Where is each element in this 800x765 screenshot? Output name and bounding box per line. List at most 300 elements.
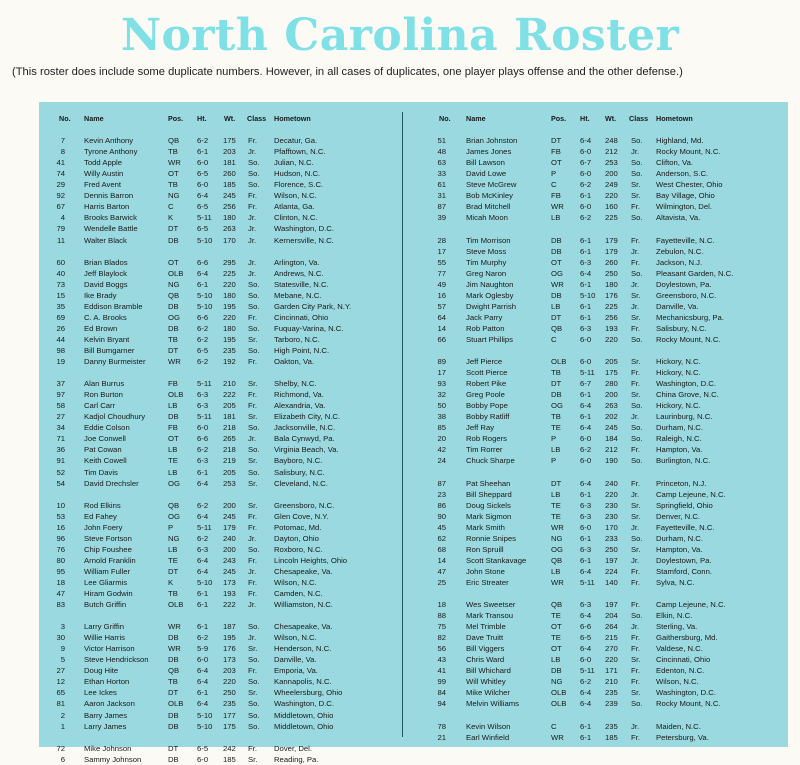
player-name: David Boggs (84, 279, 128, 289)
player-class: Fr. (631, 644, 640, 654)
player-position: OT (551, 257, 562, 267)
player-number: 35 (56, 301, 65, 311)
player-class: So. (248, 345, 260, 355)
player-row (40, 235, 400, 246)
player-class: So. (631, 169, 643, 179)
player-name: Robert Pike (466, 379, 507, 389)
player-name: Rob Rogers (466, 434, 508, 444)
player-height: 6-3 (197, 544, 209, 554)
player-weight: 263 (223, 224, 236, 234)
player-position: OT (551, 622, 562, 632)
player-height: 6-4 (197, 511, 209, 521)
player-name: Mike Johnson (84, 743, 132, 753)
player-height: 5-10 (197, 577, 213, 587)
player-weight: 197 (605, 555, 618, 565)
player-number: 79 (56, 224, 65, 234)
player-name: Rob Patton (466, 323, 505, 333)
player-hometown: Petersburg, Va. (656, 732, 709, 742)
player-hometown: Wilson, N.C. (274, 633, 317, 643)
player-class: Fr. (631, 566, 640, 576)
player-number: 68 (437, 544, 446, 554)
player-row (40, 201, 400, 212)
player-height: 6-4 (197, 268, 209, 278)
player-weight: 235 (223, 699, 236, 709)
player-height: 5-10 (197, 235, 213, 245)
player-name: Kelvin Bryant (84, 334, 130, 344)
player-number: 27 (56, 666, 65, 676)
player-number: 16 (437, 290, 446, 300)
player-height: 6-1 (580, 301, 592, 311)
player-height: 6-1 (580, 312, 592, 322)
player-hometown: Doylestown, Pa. (656, 279, 712, 289)
player-class: Fr. (631, 478, 640, 488)
player-position: NG (551, 533, 563, 543)
player-height: 6-3 (197, 456, 209, 466)
player-class: Jr. (248, 533, 257, 543)
player-name: David Drechsler (84, 478, 139, 488)
player-number: 87 (437, 478, 446, 488)
row-group-gap (40, 489, 400, 500)
player-class: Fr. (248, 511, 257, 521)
player-row (405, 334, 787, 345)
player-row (405, 478, 787, 489)
player-row (405, 455, 787, 466)
player-height: 6-6 (197, 312, 209, 322)
header-pos: Pos. (551, 114, 567, 123)
player-position: TE (551, 511, 561, 521)
player-weight: 230 (605, 500, 618, 510)
player-weight: 179 (605, 246, 618, 256)
player-name: Tyrone Anthony (84, 147, 138, 157)
player-position: WR (168, 622, 181, 632)
player-name: John Stone (466, 566, 505, 576)
player-hometown: Sylva, N.C. (656, 577, 695, 587)
player-height: 6-2 (580, 445, 592, 455)
player-position: OT (168, 169, 179, 179)
player-number: 43 (437, 655, 446, 665)
player-name: Scott Pierce (466, 368, 508, 378)
player-hometown: Mebane, N.C. (274, 290, 322, 300)
player-weight: 210 (223, 379, 236, 389)
player-weight: 212 (605, 147, 618, 157)
player-height: 5-11 (197, 213, 212, 223)
player-weight: 175 (605, 368, 618, 378)
player-number: 49 (437, 279, 446, 289)
player-number: 62 (437, 533, 446, 543)
player-position: DT (168, 566, 179, 576)
player-weight: 200 (223, 544, 236, 554)
player-number: 26 (56, 323, 65, 333)
player-number: 66 (437, 334, 446, 344)
player-weight: 225 (605, 301, 618, 311)
header-pos: Pos. (168, 114, 184, 123)
player-weight: 140 (605, 577, 618, 587)
player-number: 9 (60, 644, 65, 654)
player-height: 6-1 (197, 688, 209, 698)
player-hometown: Henderson, N.C. (274, 644, 332, 654)
player-hometown: Glen Cove, N.Y. (274, 511, 329, 521)
player-hometown: Wheelersburg, Ohio (274, 688, 343, 698)
player-name: Carl Carr (84, 401, 116, 411)
player-row (40, 710, 400, 721)
row-group-gap (40, 367, 400, 378)
player-position: DB (168, 301, 179, 311)
player-row (405, 500, 787, 511)
player-position: FB (168, 379, 178, 389)
player-weight: 180 (605, 279, 618, 289)
player-position: TE (551, 500, 561, 510)
player-position: DT (168, 688, 179, 698)
player-number: 52 (56, 467, 65, 477)
player-number: 64 (437, 312, 446, 322)
player-position: QB (551, 555, 563, 565)
player-hometown: Dover, Del. (274, 743, 313, 753)
player-height: 6-0 (580, 522, 592, 532)
player-number: 31 (437, 191, 446, 201)
player-number: 24 (437, 456, 446, 466)
player-position: C (551, 334, 557, 344)
player-hometown: Durham, N.C. (656, 533, 703, 543)
player-hometown: Zebulon, N.C. (656, 246, 704, 256)
player-number: 87 (437, 202, 446, 212)
header-ht: Ht. (580, 114, 590, 123)
player-row (405, 621, 787, 632)
player-height: 6-5 (197, 743, 209, 753)
player-class: Jr. (248, 224, 257, 234)
player-number: 12 (56, 677, 65, 687)
player-weight: 204 (605, 611, 618, 621)
player-row (405, 378, 787, 389)
roster-column-right (405, 113, 787, 743)
player-name: Jack Parry (466, 312, 503, 322)
row-group-gap (405, 588, 787, 599)
player-class: So. (248, 169, 260, 179)
player-hometown: Kannapolis, N.C. (274, 677, 332, 687)
player-hometown: Richmond, Va. (274, 390, 324, 400)
player-position: LB (551, 655, 561, 665)
player-height: 6-5 (197, 202, 209, 212)
header-class: Class (247, 114, 267, 123)
player-class: So. (248, 677, 260, 687)
player-name: Wendelle Battle (84, 224, 138, 234)
player-height: 6-0 (197, 423, 209, 433)
player-weight: 205 (223, 401, 236, 411)
player-weight: 181 (223, 158, 236, 168)
player-name: Barry James (84, 710, 128, 720)
player-row (40, 223, 400, 234)
player-height: 6-0 (580, 147, 592, 157)
row-group-gap (40, 246, 400, 257)
player-number: 15 (56, 290, 65, 300)
header-gap (40, 124, 400, 135)
player-number: 25 (437, 577, 446, 587)
player-class: Jr. (631, 489, 640, 499)
player-name: Greg Poole (466, 390, 505, 400)
player-hometown: Fuquay-Varina, N.C. (274, 323, 344, 333)
player-name: Mark Sigmon (466, 511, 512, 521)
player-height: 6-4 (580, 423, 592, 433)
player-weight: 170 (223, 235, 236, 245)
player-weight: 200 (605, 169, 618, 179)
player-name: Melvin Williams (466, 699, 519, 709)
player-height: 6-0 (580, 357, 592, 367)
player-weight: 220 (605, 655, 618, 665)
player-number: 27 (56, 412, 65, 422)
player-class: Fr. (248, 577, 257, 587)
player-number: 45 (437, 522, 446, 532)
player-height: 6-3 (580, 323, 592, 333)
player-class: Jr. (631, 412, 640, 422)
player-weight: 184 (605, 434, 618, 444)
player-position: WR (168, 644, 181, 654)
player-height: 6-4 (197, 566, 209, 576)
player-number: 67 (56, 202, 65, 212)
player-row (405, 489, 787, 500)
player-weight: 176 (605, 290, 618, 300)
player-number: 91 (56, 456, 65, 466)
player-name: Eddie Colson (84, 423, 130, 433)
player-number: 18 (437, 600, 446, 610)
player-row (40, 643, 400, 654)
row-group-gap (40, 610, 400, 621)
player-class: Fr. (248, 357, 257, 367)
player-number: 51 (437, 136, 446, 146)
player-row (405, 654, 787, 665)
player-weight: 256 (605, 312, 618, 322)
player-class: Sr. (248, 379, 258, 389)
player-hometown: Washington, D.C. (656, 379, 716, 389)
player-name: Kevin Wilson (466, 721, 511, 731)
player-weight: 245 (223, 566, 236, 576)
player-hometown: Maiden, N.C. (656, 721, 701, 731)
player-weight: 270 (605, 644, 618, 654)
player-number: 69 (56, 312, 65, 322)
player-class: Sr. (631, 500, 641, 510)
player-position: OLB (168, 699, 184, 709)
player-weight: 203 (223, 147, 236, 157)
player-class: Jr. (631, 555, 640, 565)
player-height: 6-6 (197, 257, 209, 267)
player-position: P (168, 522, 174, 532)
player-row (40, 157, 400, 168)
player-hometown: Emporia, Va. (274, 666, 318, 676)
player-hometown: Hampton, Va. (656, 544, 703, 554)
player-row (40, 632, 400, 643)
player-weight: 181 (223, 412, 236, 422)
player-hometown: Mechanicsburg, Pa. (656, 312, 724, 322)
player-row (40, 544, 400, 555)
column-header-row (405, 113, 787, 124)
player-class: Fr. (631, 257, 640, 267)
player-class: So. (631, 268, 643, 278)
player-class: Fr. (248, 743, 257, 753)
player-name: Mark Transou (466, 611, 513, 621)
player-name: Ed Fahey (84, 511, 117, 521)
player-name: Fred Avent (84, 180, 122, 190)
player-weight: 260 (605, 257, 618, 267)
player-row (405, 665, 787, 676)
player-height: 5-10 (197, 301, 213, 311)
player-number: 78 (437, 721, 446, 731)
player-name: Todd Apple (84, 158, 123, 168)
player-hometown: Denver, N.C. (656, 511, 701, 521)
player-hometown: Laurinburg, N.C. (656, 412, 713, 422)
player-class: Sr. (631, 191, 641, 201)
player-row (405, 511, 787, 522)
player-number: 30 (56, 633, 65, 643)
player-height: 6-5 (580, 633, 592, 643)
player-number: 29 (56, 180, 65, 190)
player-position: WR (551, 577, 564, 587)
player-position: TE (551, 633, 561, 643)
player-hometown: Elizabeth City, N.C. (274, 412, 341, 422)
player-weight: 225 (605, 213, 618, 223)
player-name: Bill Lawson (466, 158, 505, 168)
player-row (405, 389, 787, 400)
player-class: Sr. (248, 500, 258, 510)
player-hometown: Clinton, N.C. (274, 213, 318, 223)
player-name: Wes Sweetser (466, 600, 516, 610)
player-row (40, 577, 400, 588)
player-number: 41 (56, 158, 65, 168)
player-number: 20 (437, 434, 446, 444)
player-height: 6-1 (580, 489, 592, 499)
player-class: So. (248, 721, 260, 731)
player-height: 6-4 (197, 191, 209, 201)
player-position: DT (551, 312, 562, 322)
player-position: QB (168, 290, 180, 300)
player-weight: 280 (605, 379, 618, 389)
player-hometown: Oakton, Va. (274, 357, 315, 367)
player-position: OG (168, 511, 180, 521)
player-weight: 224 (605, 566, 618, 576)
player-class: Sr. (631, 655, 641, 665)
player-hometown: Washington, D.C. (274, 224, 334, 234)
player-row (40, 698, 400, 709)
player-position: P (551, 434, 557, 444)
player-number: 5 (60, 655, 65, 665)
player-hometown: Wilmington, Del. (656, 202, 712, 212)
player-name: Ed Brown (84, 323, 118, 333)
player-number: 47 (437, 566, 446, 576)
player-class: So. (248, 622, 260, 632)
player-weight: 171 (605, 666, 618, 676)
player-weight: 242 (223, 743, 236, 753)
player-number: 41 (437, 666, 446, 676)
player-position: WR (168, 357, 181, 367)
player-height: 6-0 (580, 655, 592, 665)
player-position: WR (551, 279, 564, 289)
player-weight: 230 (605, 511, 618, 521)
player-row (40, 455, 400, 466)
player-class: So. (631, 334, 643, 344)
player-class: Sr. (248, 644, 258, 654)
player-hometown: Sterling, Va. (656, 622, 698, 632)
player-row (405, 732, 787, 743)
player-name: Victor Harrison (84, 644, 135, 654)
player-weight: 220 (223, 312, 236, 322)
player-weight: 253 (605, 158, 618, 168)
player-height: 6-1 (580, 555, 592, 565)
player-name: Jeff Blaylock (84, 268, 128, 278)
player-name: Mike Wilcher (466, 688, 510, 698)
player-position: NG (168, 279, 180, 289)
player-hometown: Salisbury, N.C. (656, 323, 707, 333)
player-name: Ike Brady (84, 290, 117, 300)
player-row (405, 610, 787, 621)
player-class: Sr. (248, 456, 258, 466)
player-name: Joe Conwell (84, 434, 126, 444)
player-position: TB (168, 589, 178, 599)
player-hometown: Danville, Va. (656, 301, 699, 311)
player-name: Will Whitley (466, 677, 506, 687)
player-class: Sr. (248, 334, 258, 344)
header-no: No. (439, 114, 451, 123)
player-position: TB (551, 368, 561, 378)
player-name: Chip Foushee (84, 544, 132, 554)
player-weight: 202 (605, 412, 618, 422)
player-position: WR (551, 202, 564, 212)
player-hometown: Greensboro, N.C. (274, 500, 335, 510)
player-hometown: Rocky Mount, N.C. (656, 334, 721, 344)
player-row (405, 146, 787, 157)
player-height: 5-11 (197, 522, 212, 532)
player-class: So. (631, 699, 643, 709)
player-name: Bob McKinley (466, 191, 513, 201)
player-height: 6-4 (580, 688, 592, 698)
player-height: 6-0 (197, 754, 209, 764)
player-row (405, 201, 787, 212)
player-number: 73 (56, 279, 65, 289)
player-position: LB (551, 445, 561, 455)
player-row (405, 400, 787, 411)
player-number: 4 (60, 213, 65, 223)
player-height: 6-2 (197, 500, 209, 510)
player-height: 6-1 (197, 589, 209, 599)
player-number: 14 (437, 555, 446, 565)
player-number: 11 (57, 235, 65, 245)
player-weight: 243 (223, 555, 236, 565)
player-class: Sr. (631, 290, 641, 300)
player-class: So. (631, 213, 643, 223)
player-weight: 220 (223, 279, 236, 289)
player-number: 7 (60, 136, 65, 146)
player-position: DB (168, 412, 179, 422)
player-position: LB (168, 401, 178, 411)
player-name: Brad Mitchell (466, 202, 511, 212)
player-class: Fr. (248, 202, 257, 212)
player-class: So. (631, 611, 643, 621)
player-class: Sr. (631, 511, 641, 521)
player-weight: 180 (223, 213, 236, 223)
player-hometown: Bayboro, N.C. (274, 456, 323, 466)
player-class: Jr. (248, 566, 257, 576)
player-row (40, 687, 400, 698)
player-name: Tim Murphy (466, 257, 507, 267)
player-position: QB (551, 323, 563, 333)
player-hometown: Raleigh, N.C. (656, 434, 702, 444)
player-row (405, 643, 787, 654)
player-hometown: Cincinnati, Ohio (274, 312, 329, 322)
header-wt: Wt. (224, 114, 236, 123)
player-hometown: Julian, N.C. (274, 158, 314, 168)
column-divider (402, 112, 403, 737)
player-height: 6-6 (580, 622, 592, 632)
player-number: 14 (437, 323, 446, 333)
player-class: Sr. (248, 688, 258, 698)
player-number: 89 (437, 357, 446, 367)
player-name: Alan Burrus (84, 379, 125, 389)
